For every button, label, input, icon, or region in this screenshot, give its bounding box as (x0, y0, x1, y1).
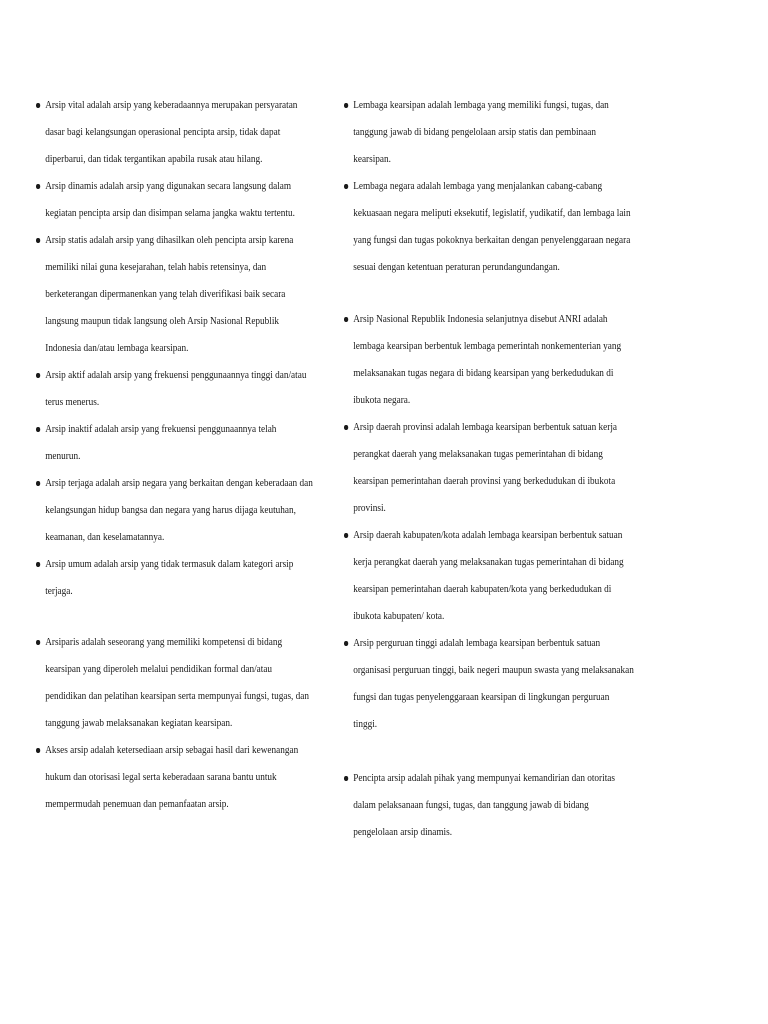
definition-anri: Arsip Nasional Republik Indonesia selanjutnya disebut ANRI adalah lembaga kearsipan berbentuk lembaga pemerintah nonkementerian yang melaksanakan tugas negara di bidang kearsipan yang berkedudukan di ibukota negara. (344, 306, 635, 414)
definition-arsip-terjaga: Arsip terjaga adalah arsip negara yang berkaitan dengan keberadaan dan kelangsungan hidup bangsa dan negara yang harus dijaga keutuhan, keamanan, dan keselamatannya. (36, 470, 313, 551)
definition-arsip-perguruan-tinggi: Arsip perguruan tinggi adalah lembaga kearsipan berbentuk satuan organisasi perguruan tinggi, baik negeri maupun swasta yang melaksanakan fungsi dan tugas penyelenggaraan kearsipan di lingkungan perguruan tinggi. (344, 630, 635, 738)
definition-arsip-daerah-kabupaten-kota: Arsip daerah kabupaten/kota adalah lembaga kearsipan berbentuk satuan kerja perangkat daerah yang melaksanakan tugas pemerintahan di bidang kearsipan pemerintahan daerah kabupaten/kota yang berkedudukan di ibukota kabupaten/ kota. (344, 522, 635, 630)
right-column (344, 92, 634, 846)
definition-pencipta-arsip: Pencipta arsip adalah pihak yang mempunyai kemandirian dan otoritas dalam pelaksanaan fungsi, tugas, dan tanggung jawab di bidang pengelolaan arsip dinamis. (344, 765, 635, 846)
definition-arsip-aktif: Arsip aktif adalah arsip yang frekuensi penggunaannya tinggi dan/atau terus menerus. (36, 362, 313, 416)
definition-lembaga-negara: Lembaga negara adalah lembaga yang menjalankan cabang-cabang kekuasaan negara meliputi eksekutif, legislatif, yudikatif, dan lembaga lain yang fungsi dan tugas pokoknya berkaitan dengan penyelenggaraan negara sesuai dengan ketentuan peraturan perundangundangan. (344, 173, 635, 281)
definition-arsip-umum: Arsip umum adalah arsip yang tidak termasuk dalam kategori arsip terjaga. (36, 551, 313, 605)
definition-arsip-dinamis: Arsip dinamis adalah arsip yang digunakan secara langsung dalam kegiatan pencipta arsip dan disimpan selama jangka waktu tertentu. (36, 173, 313, 227)
definition-arsip-inaktif: Arsip inaktif adalah arsip yang frekuensi penggunaannya telah menurun. (36, 416, 313, 470)
definition-lembaga-kearsipan: Lembaga kearsipan adalah lembaga yang memiliki fungsi, tugas, dan tanggung jawab di bidang pengelolaan arsip statis dan pembinaan kearsipan. (344, 92, 635, 173)
left-definition-list (36, 92, 313, 818)
definition-arsip-statis: Arsip statis adalah arsip yang dihasilkan oleh pencipta arsip karena memiliki nilai guna kesejarahan, telah habis retensinya, dan berketerangan dipermanenkan yang telah diverifikasi baik secara langsung maupun tidak langsung oleh Arsip Nasional Republik Indonesia dan/atau lembaga kearsipan. (36, 227, 313, 362)
definition-arsip-vital: Arsip vital adalah arsip yang keberadaannya merupakan persyaratan dasar bagi kelangsungan operasional pencipta arsip, tidak dapat diperbarui, dan tidak tergantikan apabila rusak atau hilang. (36, 92, 313, 173)
definition-arsiparis: Arsiparis adalah seseorang yang memiliki kompetensi di bidang kearsipan yang diperoleh melalui pendidikan formal dan/atau pendidikan dan pelatihan kearsipan serta mempunyai fungsi, tugas, dan tanggung jawab melaksanakan kegiatan kearsipan. (36, 629, 313, 737)
left-column (36, 92, 313, 818)
right-definition-list (344, 92, 634, 846)
definition-arsip-daerah-provinsi: Arsip daerah provinsi adalah lembaga kearsipan berbentuk satuan kerja perangkat daerah yang melaksanakan tugas pemerintahan di bidang kearsipan pemerintahan daerah provinsi yang berkedudukan di ibukota provinsi. (344, 414, 635, 522)
definition-akses-arsip: Akses arsip adalah ketersediaan arsip sebagai hasil dari kewenangan hukum dan otorisasi legal serta keberadaan sarana bantu untuk mempermudah penemuan dan pemanfaatan arsip. (36, 737, 313, 818)
